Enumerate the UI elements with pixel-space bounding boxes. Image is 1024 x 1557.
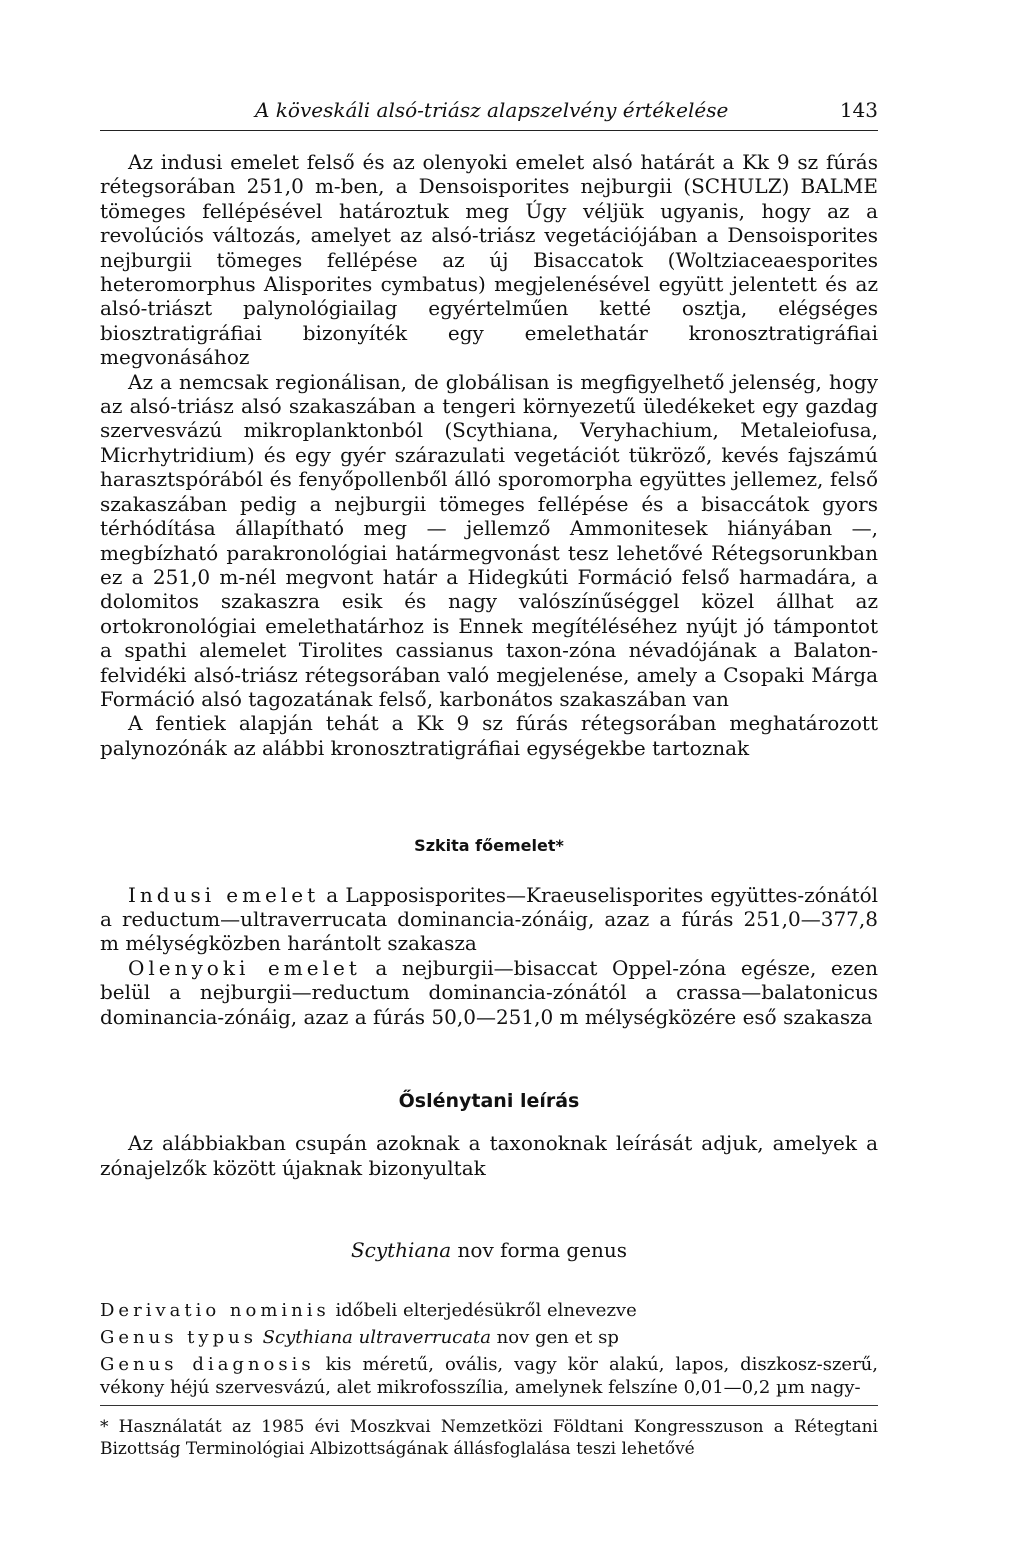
section-heading-szkita: Szkita főemelet*: [414, 836, 564, 856]
paragraph-1: Az indusi emelet felső és az olenyoki emelet alsó határát a Kk 9 sz fúrás rétegsorában 251,0 m-ben, a Densoisporites nejburgii (SCHULZ) BALME tömeges fellépésével határoztuk meg Úgy véljük ugyanis, hogy az a revolúciós változás, amelyet az alsó-triász vegetációjában a Densoisporites nejburgii tömeges fellépése az új Bisaccatok (Woltziaceaesporites heteromorphus Alisporites cymbatus) megjelenésével együtt jelentett és az alsó-triászt palynológiailag egyértelműen ketté osztja, elégséges biosztratigráfiai bizonyíték egy emelethatár kronosztratigráfiai megvonásához: [100, 150, 878, 370]
paragraph-3: A fentiek alapján tehát a Kk 9 sz fúrás rétegsorában meghatározott palynozónák az alábbi kronosztratigráfiai egységekbe tartoznak: [100, 711, 878, 760]
derivatio-label: Derivatio nominis: [100, 1299, 330, 1321]
genus-diagnosis-label: Genus diagnosis: [100, 1353, 315, 1375]
page-number: 143: [839, 98, 878, 122]
indusi-label: Indusi emelet: [128, 882, 320, 907]
running-head: [100, 96, 878, 131]
indusi-text: a Lapposisporites—Kraeuselisporites együttes-zónától a reductum—ultraverrucata dominancia-zónáig, azaz a fúrás 251,0—377,8 m mélységközben harántolt szakasza: [100, 882, 878, 956]
genus-diagnosis-text: kis méretű, ovális, vagy kör alakú, lapos, diszkosz-szerű, vékony héjú szervesvázú, alet mikrofosszília, amelynek felszíne 0,01—0,2 µm nagy-: [100, 1353, 878, 1398]
genus-typus-text: nov gen et sp: [496, 1326, 619, 1348]
intro-paragraph: Az alábbiakban csupán azoknak a taxonoknak leírását adjuk, amelyek a zónajelzők között újaknak bizonyultak: [100, 1131, 878, 1180]
derivatio-text: időbeli elterjedésükről elnevezve: [335, 1299, 637, 1321]
olenyoki-label: Olenyoki emelet: [128, 955, 361, 980]
genus-typus-species: Scythiana ultraverrucata: [262, 1326, 491, 1348]
running-title: A köveskáli alsó-triász alapszelvény értékelése: [255, 98, 729, 122]
genus-suffix: nov forma genus: [457, 1238, 628, 1263]
body-text: [100, 150, 878, 1399]
olenyoki-text: a nejburgii—bisaccat Oppel-zóna egésze, ezen belül a nejburgii—reductum dominancia-zónától a crassa—balatonicus dominancia-zónáig, azaz a fúrás 50,0—251,0 m mélységközére eső szakasza: [100, 955, 879, 1029]
olenyoki-entry: [100, 956, 878, 1029]
genus-typus-entry: [100, 1326, 878, 1349]
indusi-entry: [100, 883, 878, 956]
genus-title: [100, 1238, 878, 1262]
genus-name: Scythiana: [350, 1238, 452, 1263]
footnote: * Használatát az 1985 évi Moszkvai Nemzetközi Földtani Kongresszuson a Rétegtani Bizottság Terminológiai Albizottságának állásfoglalása teszi lehetővé: [100, 1405, 878, 1460]
derivatio-entry: [100, 1299, 878, 1322]
genus-typus-label: Genus typus: [100, 1326, 257, 1348]
section-heading-oslenytani: Őslénytani leírás: [398, 1090, 580, 1112]
genus-diagnosis-entry: [100, 1353, 878, 1399]
page: [100, 0, 878, 1557]
paragraph-2: Az a nemcsak regionálisan, de globálisan is megfigyelhető jelenség, hogy az alsó-triász alsó szakaszában a tengeri környezetű üledékeket egy gazdag szervesvázú mikroplanktonból (Scythiana, Veryhachium, Metaleiofusa, Micrhytridium) és egy gyér szárazulati vegetációt tükröző, kevés fajszámú harasztspórából és fenyőpollenből álló sporomorpha együttes jellemez, felső szakaszában pedig a nejburgii tömeges fellépése és a bisaccátok gyors térhódítása állapítható meg — jellemző Ammonitesek hiányában —, megbízható parakronológiai határmegvonást tesz lehetővé Rétegsorunkban ez a 251,0 m-nél megvont határ a Hidegkúti Formáció felső harmadára, a dolomitos szakaszra esik és nagy valószínűséggel közel állhat az ortokronológiai emelethatárhoz is Ennek megítéléséhez nyújt jó támpontot a spathi alemelet Tirolites cassianus taxon-zóna névadójának a Balaton-felvidéki alsó-triász rétegsorában való megjelenése, amely a Csopaki Márga Formáció alsó tagozatának felső, karbonátos szakaszában van: [100, 369, 878, 711]
